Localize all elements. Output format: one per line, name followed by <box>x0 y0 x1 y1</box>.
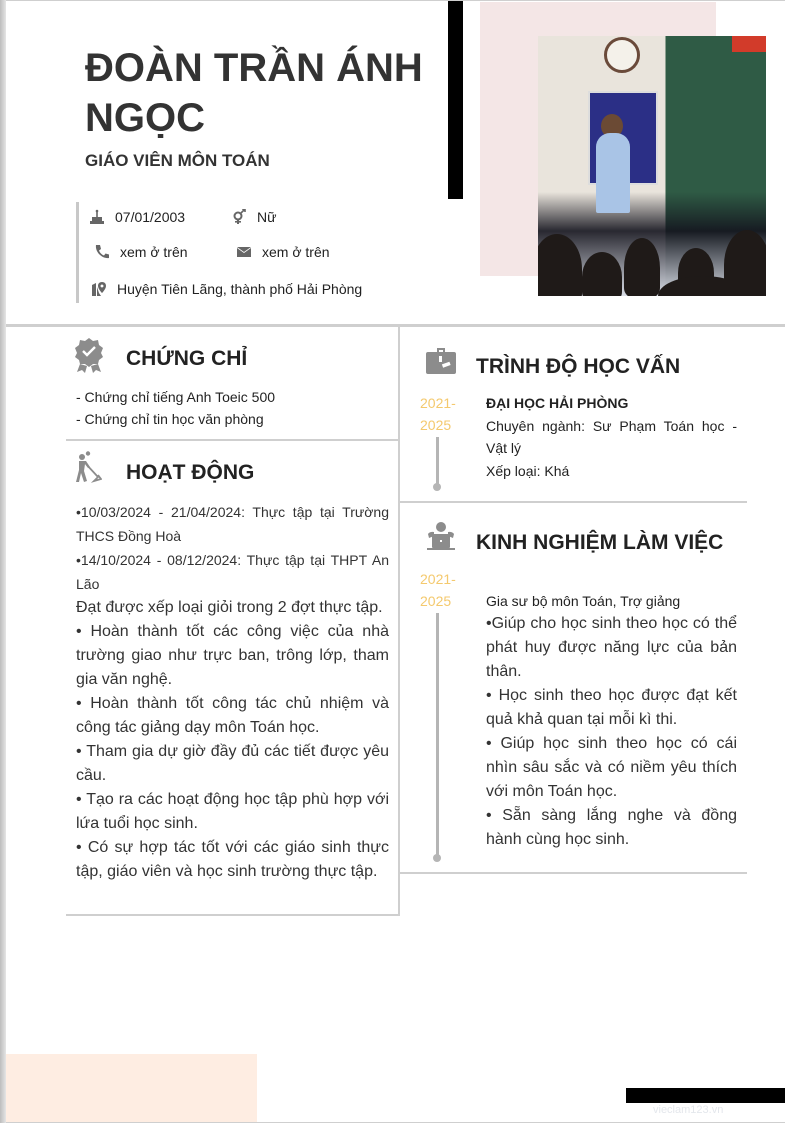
candidate-name: ĐOÀN TRẦN ÁNH NGỌC <box>85 46 423 140</box>
photo-students <box>538 216 766 296</box>
photo-clock <box>604 37 640 73</box>
divider-cert <box>66 439 399 441</box>
activity-detail: Đạt được xếp loại giỏi trong 2 đợt thực tập. <box>76 599 383 616</box>
divider-activities-bottom <box>66 914 400 916</box>
phone-item <box>94 244 188 260</box>
email-item <box>236 244 330 260</box>
education-year: 2021- 2025 <box>420 395 456 433</box>
gender-item <box>231 209 276 225</box>
experience-title: KINH NGHIỆM LÀM VIỆC <box>476 531 724 554</box>
photo-teacher <box>596 133 630 213</box>
experience-bullet: • Giúp học sinh theo học có cái nhìn sâu sắc và có niềm yêu thích với môn Toán học. <box>486 735 737 800</box>
birthday-value: 07/01/2003 <box>115 209 186 225</box>
gender-icon <box>231 209 247 225</box>
person-laptop-icon <box>426 522 456 550</box>
photo-sign <box>732 36 766 52</box>
divider-experience <box>400 872 747 874</box>
school-name: ĐẠI HỌC HẢI PHÒNG <box>486 395 629 411</box>
decorative-peach-block <box>6 1054 257 1122</box>
phone-icon <box>94 244 110 260</box>
major: Chuyên ngành: Sư Phạm Toán học - Vật lý <box>486 417 737 456</box>
gender-value: Nữ <box>257 209 277 225</box>
divider-education <box>400 501 747 503</box>
contact-info <box>76 202 439 303</box>
birthday-item <box>89 209 185 225</box>
experience-role: Gia sư bộ môn Toán, Trợ giảng <box>486 593 681 609</box>
activities-content <box>76 500 389 884</box>
briefcase-icon <box>426 346 456 374</box>
cv-page <box>6 1 785 1122</box>
education-title: TRÌNH ĐỘ HỌC VẤN <box>476 355 681 378</box>
grade: Xếp loại: Khá <box>486 462 570 479</box>
education-entry <box>486 392 737 482</box>
experience-bullet: • Sẵn sàng lắng nghe và đồng hành cùng học sinh. <box>486 807 737 848</box>
profile-photo <box>538 36 766 296</box>
phone-value[interactable]: xem ở trên <box>120 244 188 260</box>
activity-detail: • Hoàn thành tốt các công việc của nhà trường giao như trực ban, trông lớp, tham gia văn nghệ. <box>76 623 389 688</box>
experience-entry <box>486 590 737 852</box>
decorative-black-bar <box>448 1 463 199</box>
certificates-title: CHỨNG CHỈ <box>126 347 248 370</box>
education-timeline-line <box>436 437 439 486</box>
birthday-cake-icon <box>89 209 105 225</box>
experience-timeline-line <box>436 613 439 857</box>
certificate-item: - Chứng chỉ tin học văn phòng <box>76 411 264 427</box>
activities-title: HOẠT ĐỘNG <box>126 461 255 484</box>
worker-icon <box>74 451 102 483</box>
activity-detail: • Tạo ra các hoạt động học tập phù hợp với lứa tuổi học sinh. <box>76 791 389 832</box>
activity-detail: • Có sự hợp tác tốt với các giáo sinh thực tập, giáo viên và học sinh trường thực tập. <box>76 839 389 880</box>
education-timeline-dot <box>433 483 441 491</box>
certificate-item: - Chứng chỉ tiếng Anh Toeic 500 <box>76 389 276 405</box>
experience-timeline-dot <box>433 854 441 862</box>
activity-detail: • Tham gia dự giờ đầy đủ các tiết được yêu cầu. <box>76 743 389 784</box>
experience-year: 2021- 2025 <box>420 571 456 609</box>
award-icon <box>74 337 104 373</box>
job-title: GIÁO VIÊN MÔN TOÁN <box>85 151 270 170</box>
certificates-list <box>76 386 275 430</box>
divider-top <box>6 324 785 327</box>
map-marker-icon <box>91 281 107 297</box>
address-value: Huyện Tiên Lãng, thành phố Hải Phòng <box>117 281 363 297</box>
address-item <box>91 281 362 297</box>
watermark: vieclam123.vn <box>653 1104 724 1116</box>
divider-column <box>398 326 400 916</box>
internship-item: •14/10/2024 - 08/12/2024: Thực tập tại THPT An Lão <box>76 552 389 592</box>
internship-item: •10/03/2024 - 21/04/2024: Thực tập tại Trường THCS Đồng Hoà <box>76 504 389 544</box>
email-value[interactable]: xem ở trên <box>262 244 330 260</box>
activity-detail: • Hoàn thành tốt công tác chủ nhiệm và công tác giảng dạy môn Toán học. <box>76 695 389 736</box>
decorative-footer-bar <box>626 1088 785 1103</box>
experience-bullet: • Học sinh theo học được đạt kết quả khả quan tại mỗi kì thi. <box>486 687 737 728</box>
experience-bullet: •Giúp cho học sinh theo học có thể phát huy được năng lực của bản thân. <box>486 615 737 680</box>
envelope-icon <box>236 244 252 260</box>
